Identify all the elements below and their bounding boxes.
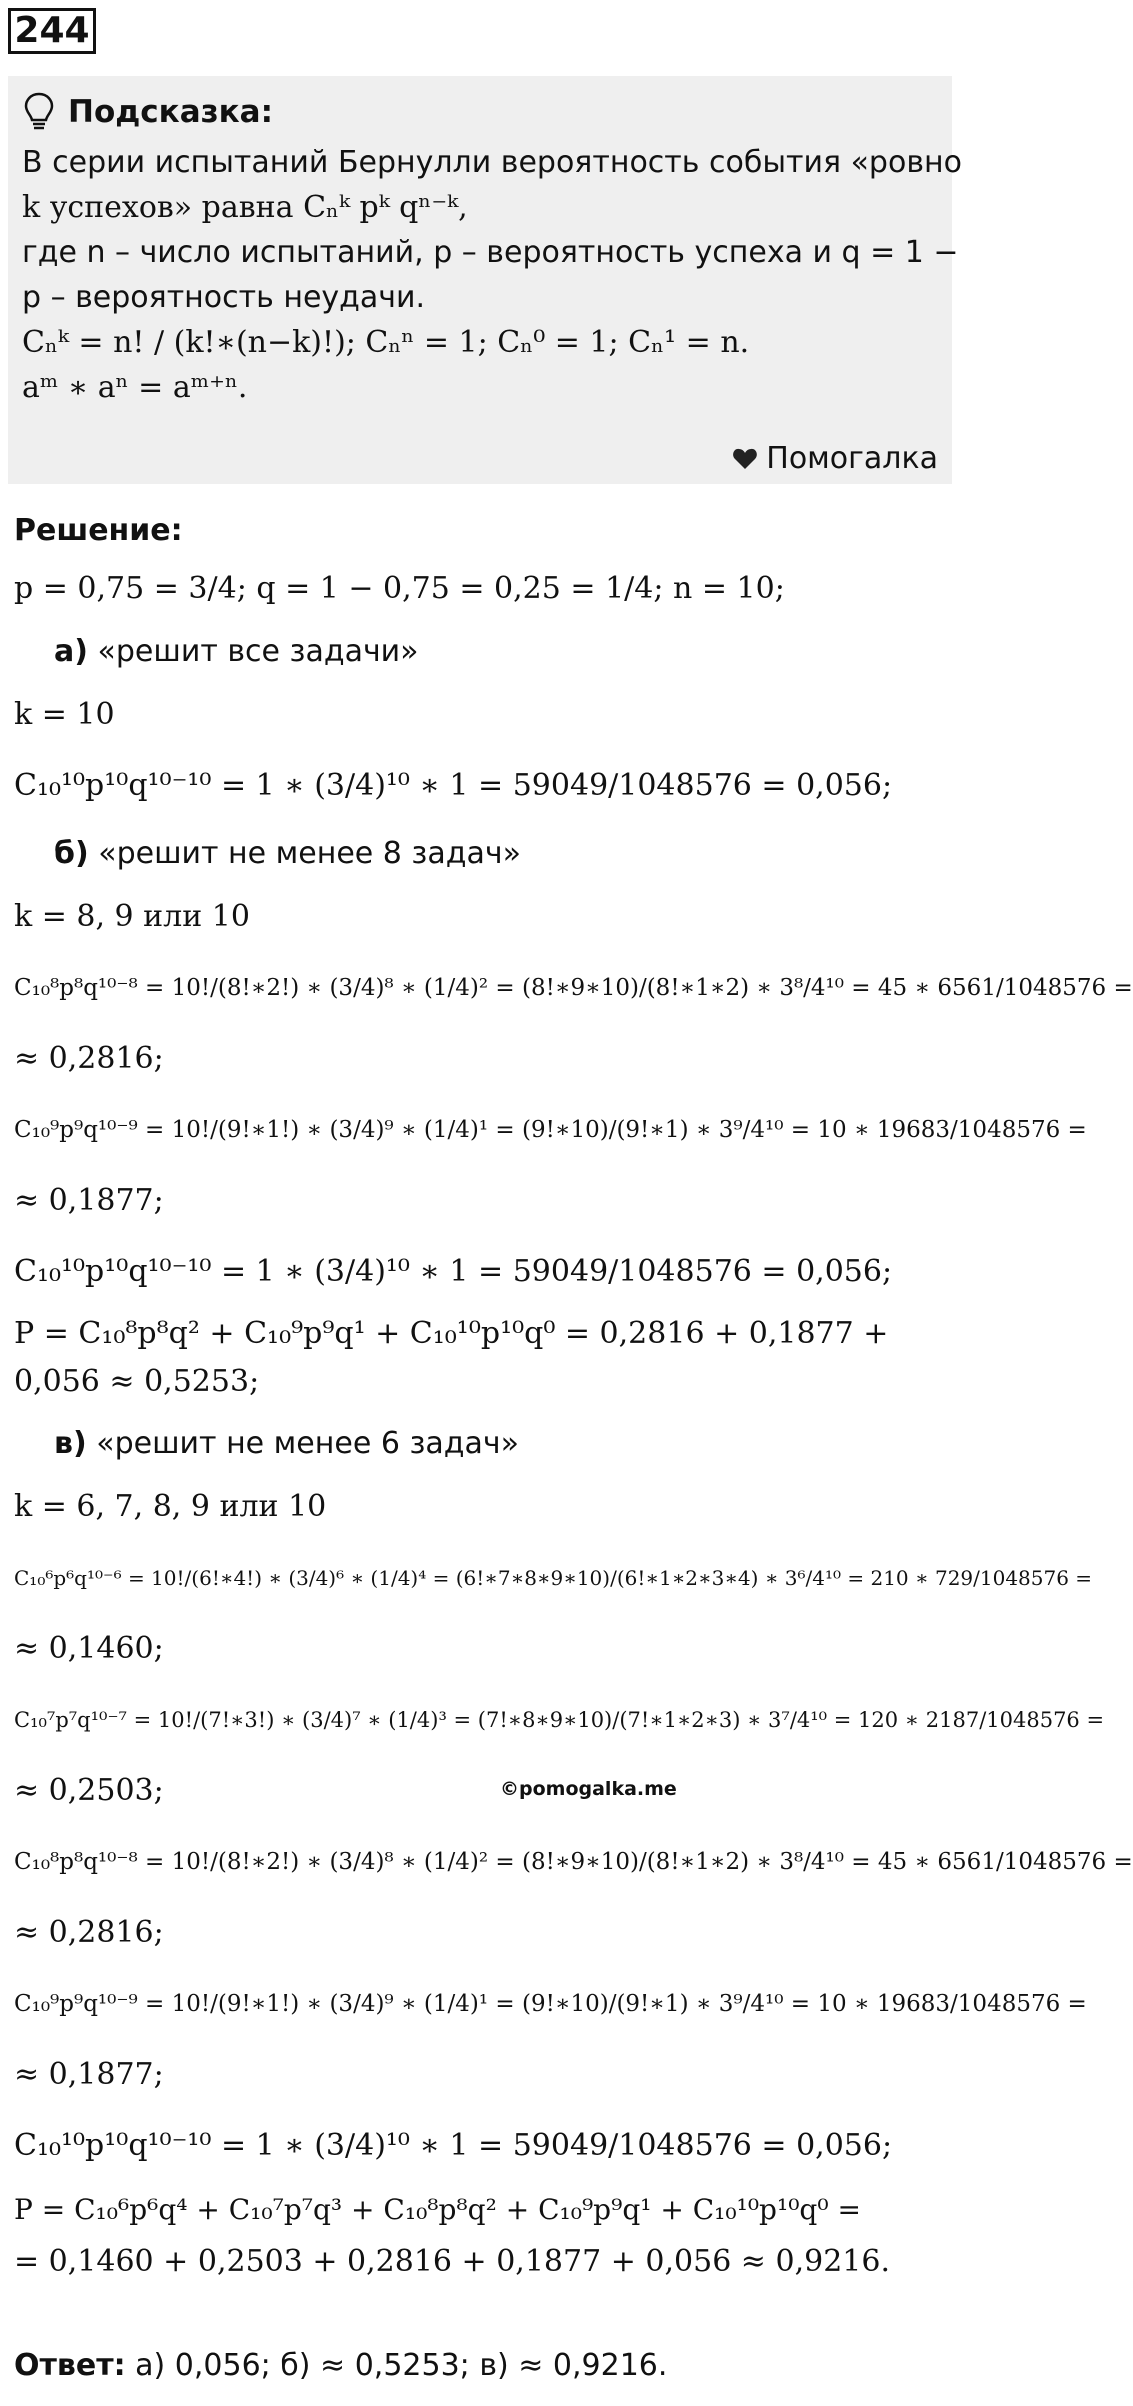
case-a-calc: C₁₀¹⁰p¹⁰q¹⁰⁻¹⁰ = 1 ∗ (3/4)¹⁰ ∗ 1 = 59049/1048576 = 0,056; xyxy=(14,768,893,803)
case-c-heading xyxy=(14,1414,950,1474)
case-c-c8-result: ≈ 0,2816; xyxy=(14,1915,164,1950)
hint-formula: Cₙᵏ = n! / (k!∗(n−k)!); Cₙⁿ = 1; Cₙ⁰ = 1; Cₙ¹ = n. xyxy=(22,325,750,360)
hint-formula: aᵐ ∗ aⁿ = aᵐ⁺ⁿ. xyxy=(22,370,248,405)
solution-title: Решение: xyxy=(14,513,183,548)
heart-icon xyxy=(732,447,758,471)
case-b-c8-result: ≈ 0,2816; xyxy=(14,1041,164,1076)
case-b-sum: P = C₁₀⁸p⁸q² + C₁₀⁹p⁹q¹ + C₁₀¹⁰p¹⁰q⁰ = 0,2816 + 0,1877 + xyxy=(14,1316,889,1351)
hint-header xyxy=(22,84,938,140)
case-c-c7: C₁₀⁷p⁷q¹⁰⁻⁷ = 10!/(7!∗3!) ∗ (3/4)⁷ ∗ (1/4)³ = (7!∗8∗9∗10)/(7!∗1∗2∗3) ∗ 3⁷/4¹⁰ = 120 ∗ 2187/1048576 = xyxy=(14,1708,1105,1732)
case-b-heading xyxy=(14,824,950,884)
hint-title: Подсказка: xyxy=(68,94,273,130)
case-c-c6-result: ≈ 0,1460; xyxy=(14,1631,164,1666)
case-a-heading xyxy=(14,622,950,682)
case-c-k: k = 6, 7, 8, 9 или 10 xyxy=(14,1489,327,1524)
watermark: ©pomogalka.me xyxy=(500,1778,677,1800)
hint-line: p – вероятность неудачи. xyxy=(22,280,426,315)
case-c-c6: C₁₀⁶p⁶q¹⁰⁻⁶ = 10!/(6!∗4!) ∗ (3/4)⁶ ∗ (1/4)⁴ = (6!∗7∗8∗9∗10)/(6!∗1∗2∗3∗4) ∗ 3⁶/4¹⁰ = 210 ∗ 729/1048576 = xyxy=(14,1566,1093,1590)
brand-label xyxy=(732,441,938,476)
case-b-label: б) xyxy=(54,836,89,871)
task-number: 244 xyxy=(8,8,96,54)
answer xyxy=(14,2348,667,2383)
case-b-k: k = 8, 9 или 10 xyxy=(14,899,250,934)
hint-line: В серии испытаний Бернулли вероятность события «ровно xyxy=(22,145,962,180)
case-c-sum-result: = 0,1460 + 0,2503 + 0,2816 + 0,1877 + 0,056 ≈ 0,9216. xyxy=(14,2244,890,2279)
solution xyxy=(14,506,1133,2288)
case-c-c7-result: ≈ 0,2503; xyxy=(14,1773,164,1808)
case-b-c8: C₁₀⁸p⁸q¹⁰⁻⁸ = 10!/(8!∗2!) ∗ (3/4)⁸ ∗ (1/4)² = (8!∗9∗10)/(8!∗1∗2) ∗ 3⁸/4¹⁰ = 45 ∗ 6561/1048576 = xyxy=(14,975,1133,1001)
case-b-sum-result: 0,056 ≈ 0,5253; xyxy=(14,1364,260,1399)
case-c-c8: C₁₀⁸p⁸q¹⁰⁻⁸ = 10!/(8!∗2!) ∗ (3/4)⁸ ∗ (1/4)² = (8!∗9∗10)/(8!∗1∗2) ∗ 3⁸/4¹⁰ = 45 ∗ 6561/1048576 = xyxy=(14,1849,1133,1875)
case-a-text: «решит все задачи» xyxy=(97,634,419,669)
answer-label: Ответ: xyxy=(14,2348,126,2383)
case-b-c9-result: ≈ 0,1877; xyxy=(14,1183,164,1218)
case-b-c10: C₁₀¹⁰p¹⁰q¹⁰⁻¹⁰ = 1 ∗ (3/4)¹⁰ ∗ 1 = 59049/1048576 = 0,056; xyxy=(14,1254,893,1289)
case-c-c9-result: ≈ 0,1877; xyxy=(14,2057,164,2092)
lightbulb-icon xyxy=(22,91,56,133)
hint-line: k успехов» равна Cₙᵏ pᵏ qⁿ⁻ᵏ, xyxy=(22,190,468,225)
given-values: p = 0,75 = 3/4; q = 1 − 0,75 = 0,25 = 1/4; n = 10; xyxy=(14,571,785,606)
case-c-c10: C₁₀¹⁰p¹⁰q¹⁰⁻¹⁰ = 1 ∗ (3/4)¹⁰ ∗ 1 = 59049/1048576 = 0,056; xyxy=(14,2128,893,2163)
case-c-label: в) xyxy=(54,1426,87,1461)
case-a-label: а) xyxy=(54,634,88,669)
case-c-c9: C₁₀⁹p⁹q¹⁰⁻⁹ = 10!/(9!∗1!) ∗ (3/4)⁹ ∗ (1/4)¹ = (9!∗10)/(9!∗1) ∗ 3⁹/4¹⁰ = 10 ∗ 19683/1048576 = xyxy=(14,1991,1087,2017)
case-c-sum: P = C₁₀⁶p⁶q⁴ + C₁₀⁷p⁷q³ + C₁₀⁸p⁸q² + C₁₀⁹p⁹q¹ + C₁₀¹⁰p¹⁰q⁰ = xyxy=(14,2193,861,2226)
answer-text: а) 0,056; б) ≈ 0,5253; в) ≈ 0,9216. xyxy=(125,2348,668,2383)
case-a-k: k = 10 xyxy=(14,697,115,732)
case-c-text: «решит не менее 6 задач» xyxy=(96,1426,519,1461)
case-b-c9: C₁₀⁹p⁹q¹⁰⁻⁹ = 10!/(9!∗1!) ∗ (3/4)⁹ ∗ (1/4)¹ = (9!∗10)/(9!∗1) ∗ 3⁹/4¹⁰ = 10 ∗ 19683/1048576 = xyxy=(14,1117,1087,1143)
brand-name: Помогалка xyxy=(766,441,938,476)
hint-box xyxy=(8,76,962,484)
case-b-text: «решит не менее 8 задач» xyxy=(98,836,521,871)
hint-line: где n – число испытаний, p – вероятность успеха и q = 1 − xyxy=(22,235,959,270)
